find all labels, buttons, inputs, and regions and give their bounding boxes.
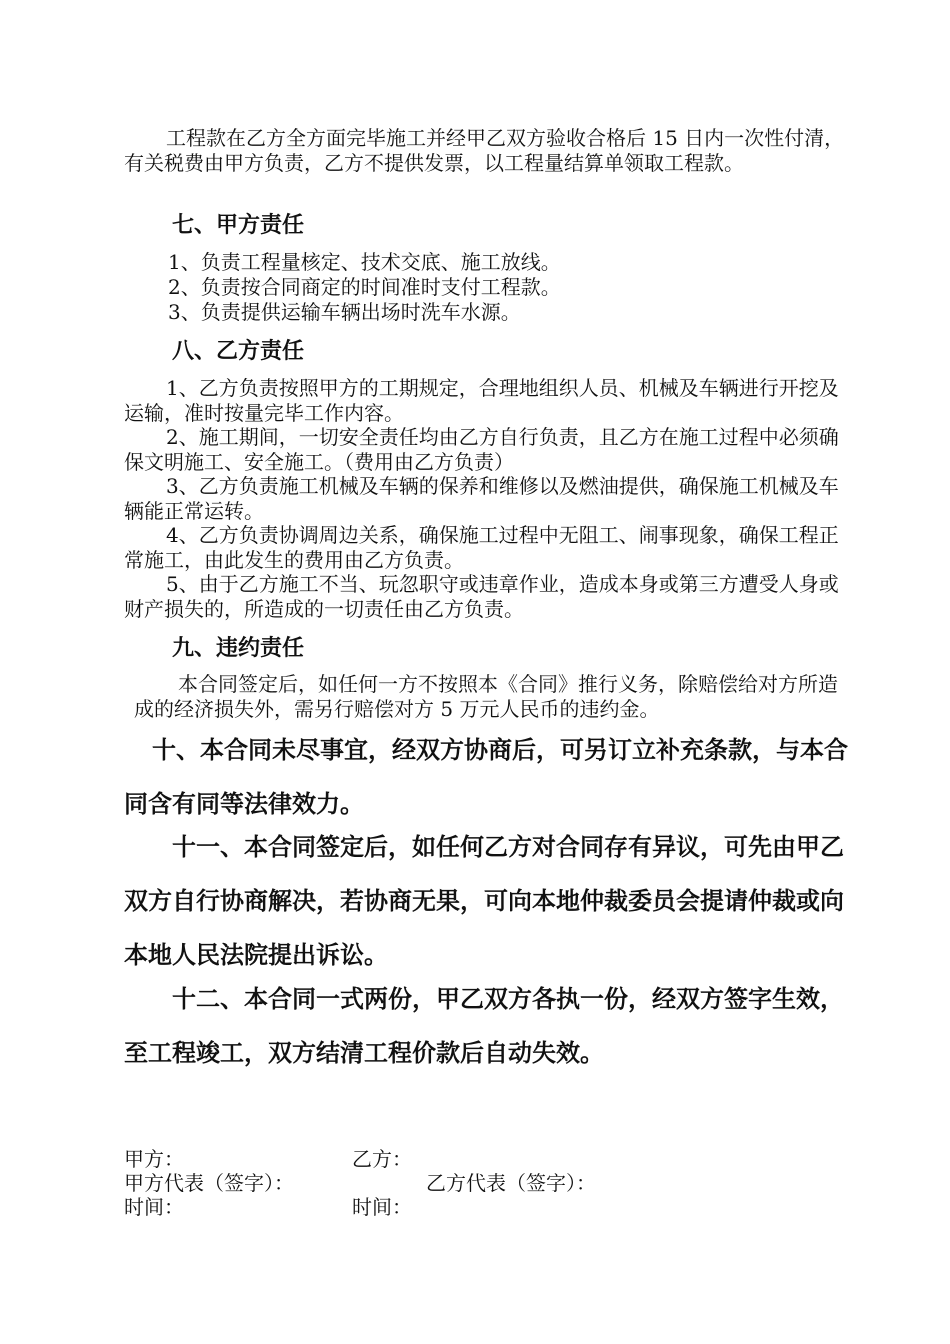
party-a-representative-label: 甲方代表（签字）： bbox=[124, 1171, 294, 1195]
section-8-item-4: 4、乙方负责协调周边关系，确保施工过程中无阻工、闹事现象，确保工程正常施工，由此发生的费用由乙方负责。 bbox=[124, 523, 839, 572]
section-7-heading: 七、甲方责任 bbox=[172, 212, 305, 238]
party-b-time-label: 时间： bbox=[352, 1195, 412, 1219]
section-7-item-2: 2、负责按合同商定的时间准时支付工程款。 bbox=[168, 275, 561, 299]
section-9-heading: 九、违约责任 bbox=[172, 635, 305, 661]
payment-paragraph: 工程款在乙方全方面完毕施工并经甲乙双方验收合格后 15 日内一次性付清，有关税费由甲方负责，乙方不提供发票，以工程量结算单领取工程款。 bbox=[124, 126, 845, 175]
party-b-representative-label: 乙方代表（签字）： bbox=[426, 1171, 596, 1195]
party-a-label: 甲方： bbox=[124, 1147, 184, 1171]
section-8-item-5: 5、由于乙方施工不当、玩忽职守或违章作业，造成本身或第三方遭受人身或财产损失的，所造成的一切责任由乙方负责。 bbox=[124, 572, 839, 621]
section-7-item-3: 3、负责提供运输车辆出场时洗车水源。 bbox=[168, 300, 521, 324]
section-8-item-1: 1、乙方负责按照甲方的工期规定，合理地组织人员、机械及车辆进行开挖及运输，准时按量完毕工作内容。 bbox=[124, 376, 839, 425]
party-a-time-label: 时间： bbox=[124, 1195, 184, 1219]
party-b-label: 乙方： bbox=[352, 1147, 412, 1171]
section-8-item-2: 2、施工期间，一切安全责任均由乙方自行负责，且乙方在施工过程中必须确保文明施工、安全施工。（费用由乙方负责） bbox=[124, 425, 839, 474]
section-11-text: 十一、本合同签定后，如任何乙方对合同存有异议，可先由甲乙双方自行协商解决，若协商无果，可向本地仲裁委员会提请仲裁或向本地人民法院提出诉讼。 bbox=[124, 832, 844, 969]
section-9-text: 本合同签定后，如任何一方不按照本《合同》推行义务，除赔偿给对方所造成的经济损失外，需另行赔偿对方 5 万元人民币的违约金。 bbox=[134, 672, 838, 721]
section-12-text: 十二、本合同一式两份，甲乙双方各执一份，经双方签字生效，至工程竣工，双方结清工程价款后自动失效。 bbox=[124, 984, 844, 1067]
section-8-heading: 八、乙方责任 bbox=[172, 338, 305, 364]
section-8-item-3: 3、乙方负责施工机械及车辆的保养和维修以及燃油提供，确保施工机械及车辆能正常运转。 bbox=[124, 474, 839, 523]
section-7-item-1: 1、负责工程量核定、技术交底、施工放线。 bbox=[168, 250, 561, 274]
section-10-text: 十、本合同未尽事宜，经双方协商后，可另订立补充条款，与本合同含有同等法律效力。 bbox=[124, 735, 848, 818]
